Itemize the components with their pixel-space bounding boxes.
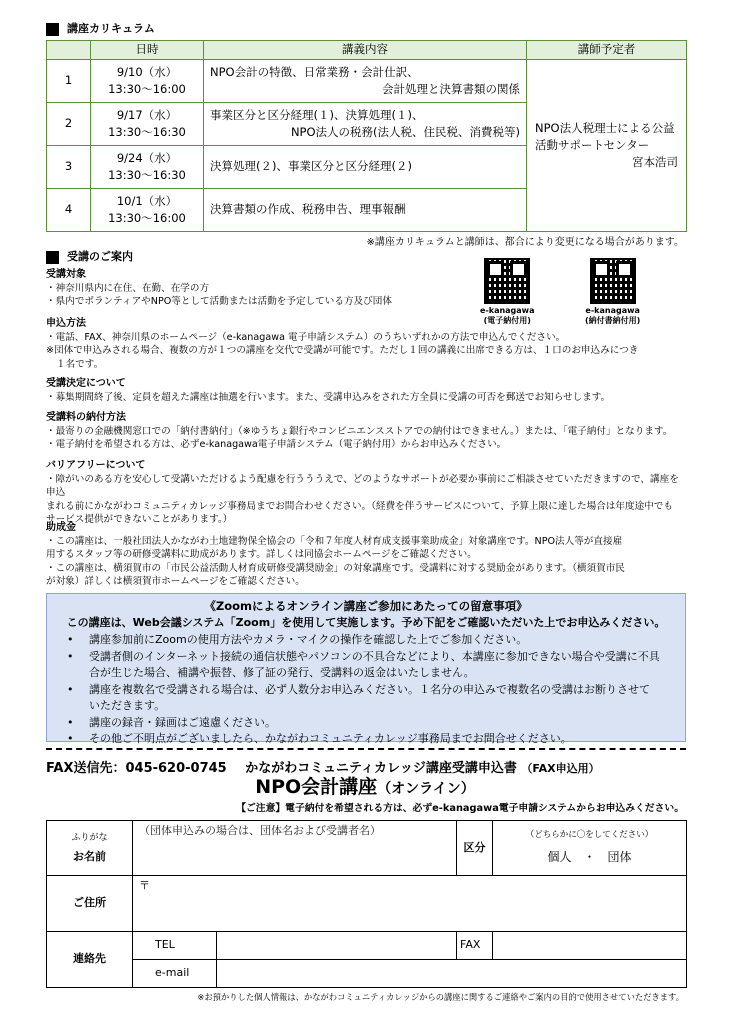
zoom-subtitle: この講座は、Web会議システム「Zoom」を使用して実施します。予め下記をご確認いただいた上でお申込みください。 (66, 615, 666, 629)
row-date: 10/1（水） (116, 194, 178, 209)
division-label: 区分 (457, 821, 493, 876)
fax-field-label: FAX (457, 932, 493, 960)
curriculum-table (46, 40, 687, 232)
name-hint: （団体申込みの場合は、団体名および受講者名） (139, 824, 381, 837)
row-content-line1: NPO会計の特徴、日常業務・会計仕訳、 (210, 64, 419, 79)
zoom-item: • 講座の録音・録画はご遠慮ください。 (61, 715, 671, 732)
application-form (46, 820, 687, 988)
row-datetime (91, 189, 204, 232)
curriculum-header-row (47, 41, 687, 60)
row-content-line2: 会計処理と決算書類の関係 (382, 82, 520, 96)
barrier-title: バリアフリーについて (46, 460, 146, 471)
grant-title: 助成金 (46, 522, 76, 533)
curriculum-row (47, 60, 687, 103)
target-line: ・県内でボランティアやNPO等として活動または活動を予定している方及び団体 (46, 296, 392, 308)
row-content (204, 189, 527, 232)
fee-line: ・最寄りの金融機関窓口での「納付書納付」（※ゆうちょ銀行やコンビニエンスストアでの納付はできません。）または、「電子納付」となります。 (46, 426, 673, 437)
form-notice: 【ご注意】電子納付を希望される方は、必ずe-kanagawa電子申請システムからお申込みください。 (236, 803, 684, 814)
zoom-title: 《Zoomによるオンライン講座ご参加にあたっての留意事項》 (204, 599, 528, 613)
target-section (46, 268, 686, 309)
course-title: NPO会計講座（オンライン） (255, 776, 475, 798)
row-number: 2 (47, 103, 91, 146)
address-label: ご住所 (47, 876, 133, 932)
row-number: 1 (47, 60, 91, 103)
zoom-item: • 講座を複数名で受講される場合は、必ず人数分お申込みください。１名分の申込みで複数名の受講はお断りさせて いただきます。 (61, 682, 671, 715)
row-time: 13:30～16:00 (108, 82, 186, 96)
row-number: 3 (47, 146, 91, 189)
zoom-item: • その他ご不明点がございましたら、かながわコミュニティカレッジ事務局までお問合せください。 (61, 731, 671, 748)
name-label-cell (47, 821, 133, 876)
fee-section (46, 411, 686, 452)
row-datetime (91, 60, 204, 103)
fee-title: 受講料の納付方法 (46, 412, 126, 423)
row-time: 13:30～16:30 (108, 125, 186, 139)
row-content-line1: 事業区分と区分経理(１)、決算処理(１)、 (210, 107, 424, 122)
grant-line: 用するスタッフ等の研修受講料に助成があります。詳しくは同協会ホームページをご確認ください。 (46, 549, 477, 561)
email-label: e-mail (133, 960, 217, 988)
header-instructor: 講師予定者 (527, 41, 687, 60)
zoom-item: • 講座参加前にZoomの使用方法やカメラ・マイクの操作を確認した上でご参加ください。 (61, 632, 671, 649)
instructor-line2: 活動サポートセンター (535, 137, 650, 152)
square-bullet-icon (46, 23, 59, 36)
fee-line: ・電子納付を希望される方は、必ずe-kanagawa電子申請システム（電子納付用）からお申込みください。 (46, 439, 507, 451)
qr-electronic-payment[interactable]: e-kanagawa (電子納付用) (480, 258, 534, 325)
tel-label: TEL (133, 932, 217, 960)
instructor-name: 宮本浩司 (632, 155, 678, 170)
grant-line: ・この講座は、横須賀市の「市民公益活動人材育成研修受講奨励金」の対象講座です。受講料に対する奨励金があります。（横須賀市民 (46, 562, 625, 574)
apply-title: 申込方法 (46, 318, 86, 329)
apply-line: ・電話、FAX、神奈川県のホームページ（e-kanagawa 電子申請システム）のうちいずれかの方法で申込んでください。 (46, 332, 566, 343)
curriculum-heading: 講座カリキュラム (46, 22, 155, 37)
barrier-line: ・障がいのある方を安心して受講いただけるよう配慮を行うううえで、どのようなサポートが必要か事前にご相談させていただきますので、講座を申込 (46, 474, 679, 499)
division-hint: （どちらかに〇をしてください） (525, 829, 654, 840)
form-name: かながわコミュニティカレッジ講座受講申込書 (245, 761, 517, 776)
row-datetime (91, 103, 204, 146)
zoom-notice-box (46, 593, 686, 746)
fax-number: FAX送信先：045-620-0745 (46, 761, 227, 776)
instructor-cell (527, 60, 687, 232)
header-content: 講義内容 (204, 41, 527, 60)
contact-label: 連絡先 (47, 932, 133, 988)
header-blank (47, 41, 91, 60)
barrier-section (46, 459, 686, 527)
info-heading: 受講のご案内 (46, 250, 133, 265)
cut-line-divider (46, 748, 686, 750)
decision-section (46, 377, 686, 404)
instructor-line1: NPO法人税理士による公益 (535, 120, 675, 135)
tel-input[interactable] (217, 932, 457, 960)
row-date: 9/10（水） (116, 65, 178, 80)
target-title: 受講対象 (46, 269, 86, 280)
furigana-label: ふりがな (71, 832, 108, 843)
apply-section (46, 317, 686, 371)
qr-slip-payment[interactable]: e-kanagawa (納付書納付用) (585, 258, 640, 325)
name-input-cell[interactable] (133, 821, 457, 876)
row-content (204, 146, 527, 189)
row-time: 13:30～16:00 (108, 211, 186, 225)
address-input-cell[interactable] (133, 876, 687, 932)
name-row (47, 821, 687, 876)
square-bullet-icon (46, 251, 59, 264)
tel-row (47, 932, 687, 960)
row-content-line1: 決算処理(２)、事業区分と区分経理(２) (210, 159, 412, 174)
address-row (47, 876, 687, 932)
fax-input[interactable] (493, 932, 687, 960)
row-content (204, 60, 527, 103)
row-datetime (91, 146, 204, 189)
postal-mark: 〒 (139, 879, 150, 892)
barrier-line: まれる前にかながわコミュニティカレッジ事務局までお問合わせください。（経費を伴うサービスについて、予算上限に達した場合は年度途中でも (46, 500, 673, 512)
apply-line: ※団体で申込みされる場合、複数の方が１つの講座を交代で受講が可能です。ただし１回の講義に出席できる方は、１口のお申込みにつき (46, 345, 639, 357)
header-date: 日時 (91, 41, 204, 60)
division-cell[interactable] (493, 821, 687, 876)
zoom-item: • 受講者側のインターネット接続の通信状態やパソコンの不具合などにより、本講座に参加できない場合や受講に不具 合が生じた場合、補講や振替、修了証の発行、受講料の返金はいたしません。 (61, 649, 671, 682)
division-options[interactable]: 個人 ・ 団体 (547, 850, 632, 865)
apply-line: １名です。 (56, 358, 104, 370)
form-type: （FAX申込用） (521, 762, 600, 775)
name-label: お名前 (73, 849, 106, 863)
row-date: 9/24（水） (116, 151, 178, 166)
grant-section (46, 521, 686, 589)
row-number: 4 (47, 189, 91, 232)
email-input[interactable] (217, 960, 687, 988)
row-content-line1: 決算書類の作成、税務申告、理事報酬 (210, 202, 406, 217)
row-content-line2: NPO法人の税務(法人税、住民税、消費税等) (290, 125, 520, 139)
grant-line: ・この講座は、一般社団法人かながわ土地建物保全協会の「令和７年度人材育成支援事業助成金」対象講座です。NPO法人等が直接雇 (46, 536, 623, 547)
curriculum-note: ※講座カリキュラムと講師は、都合により変更になる場合があります。 (366, 237, 684, 248)
grant-line: が対象）詳しくは横須賀市ホームページをご確認ください。 (46, 576, 305, 588)
decision-title: 受講決定について (46, 378, 126, 389)
email-row (47, 960, 687, 988)
decision-line: ・募集期間終了後、定員を超えた講座は抽選を行います。また、受講申込みをされた方全員に受講の可否を郵送でお知らせします。 (46, 392, 611, 403)
row-time: 13:30～16:30 (108, 168, 186, 182)
zoom-list (61, 632, 671, 748)
target-line: ・神奈川県内に在住、在勤、在学の方 (46, 283, 210, 294)
privacy-note: ※お預かりした個人情報は、かながわコミュニティカレッジからの講座に関するご連絡やご案内の目的で使用させていただきます。 (197, 992, 684, 1002)
row-content (204, 103, 527, 146)
row-date: 9/17（水） (116, 108, 178, 123)
barrier-line: サービス提供ができないことがあります。） (46, 514, 233, 526)
